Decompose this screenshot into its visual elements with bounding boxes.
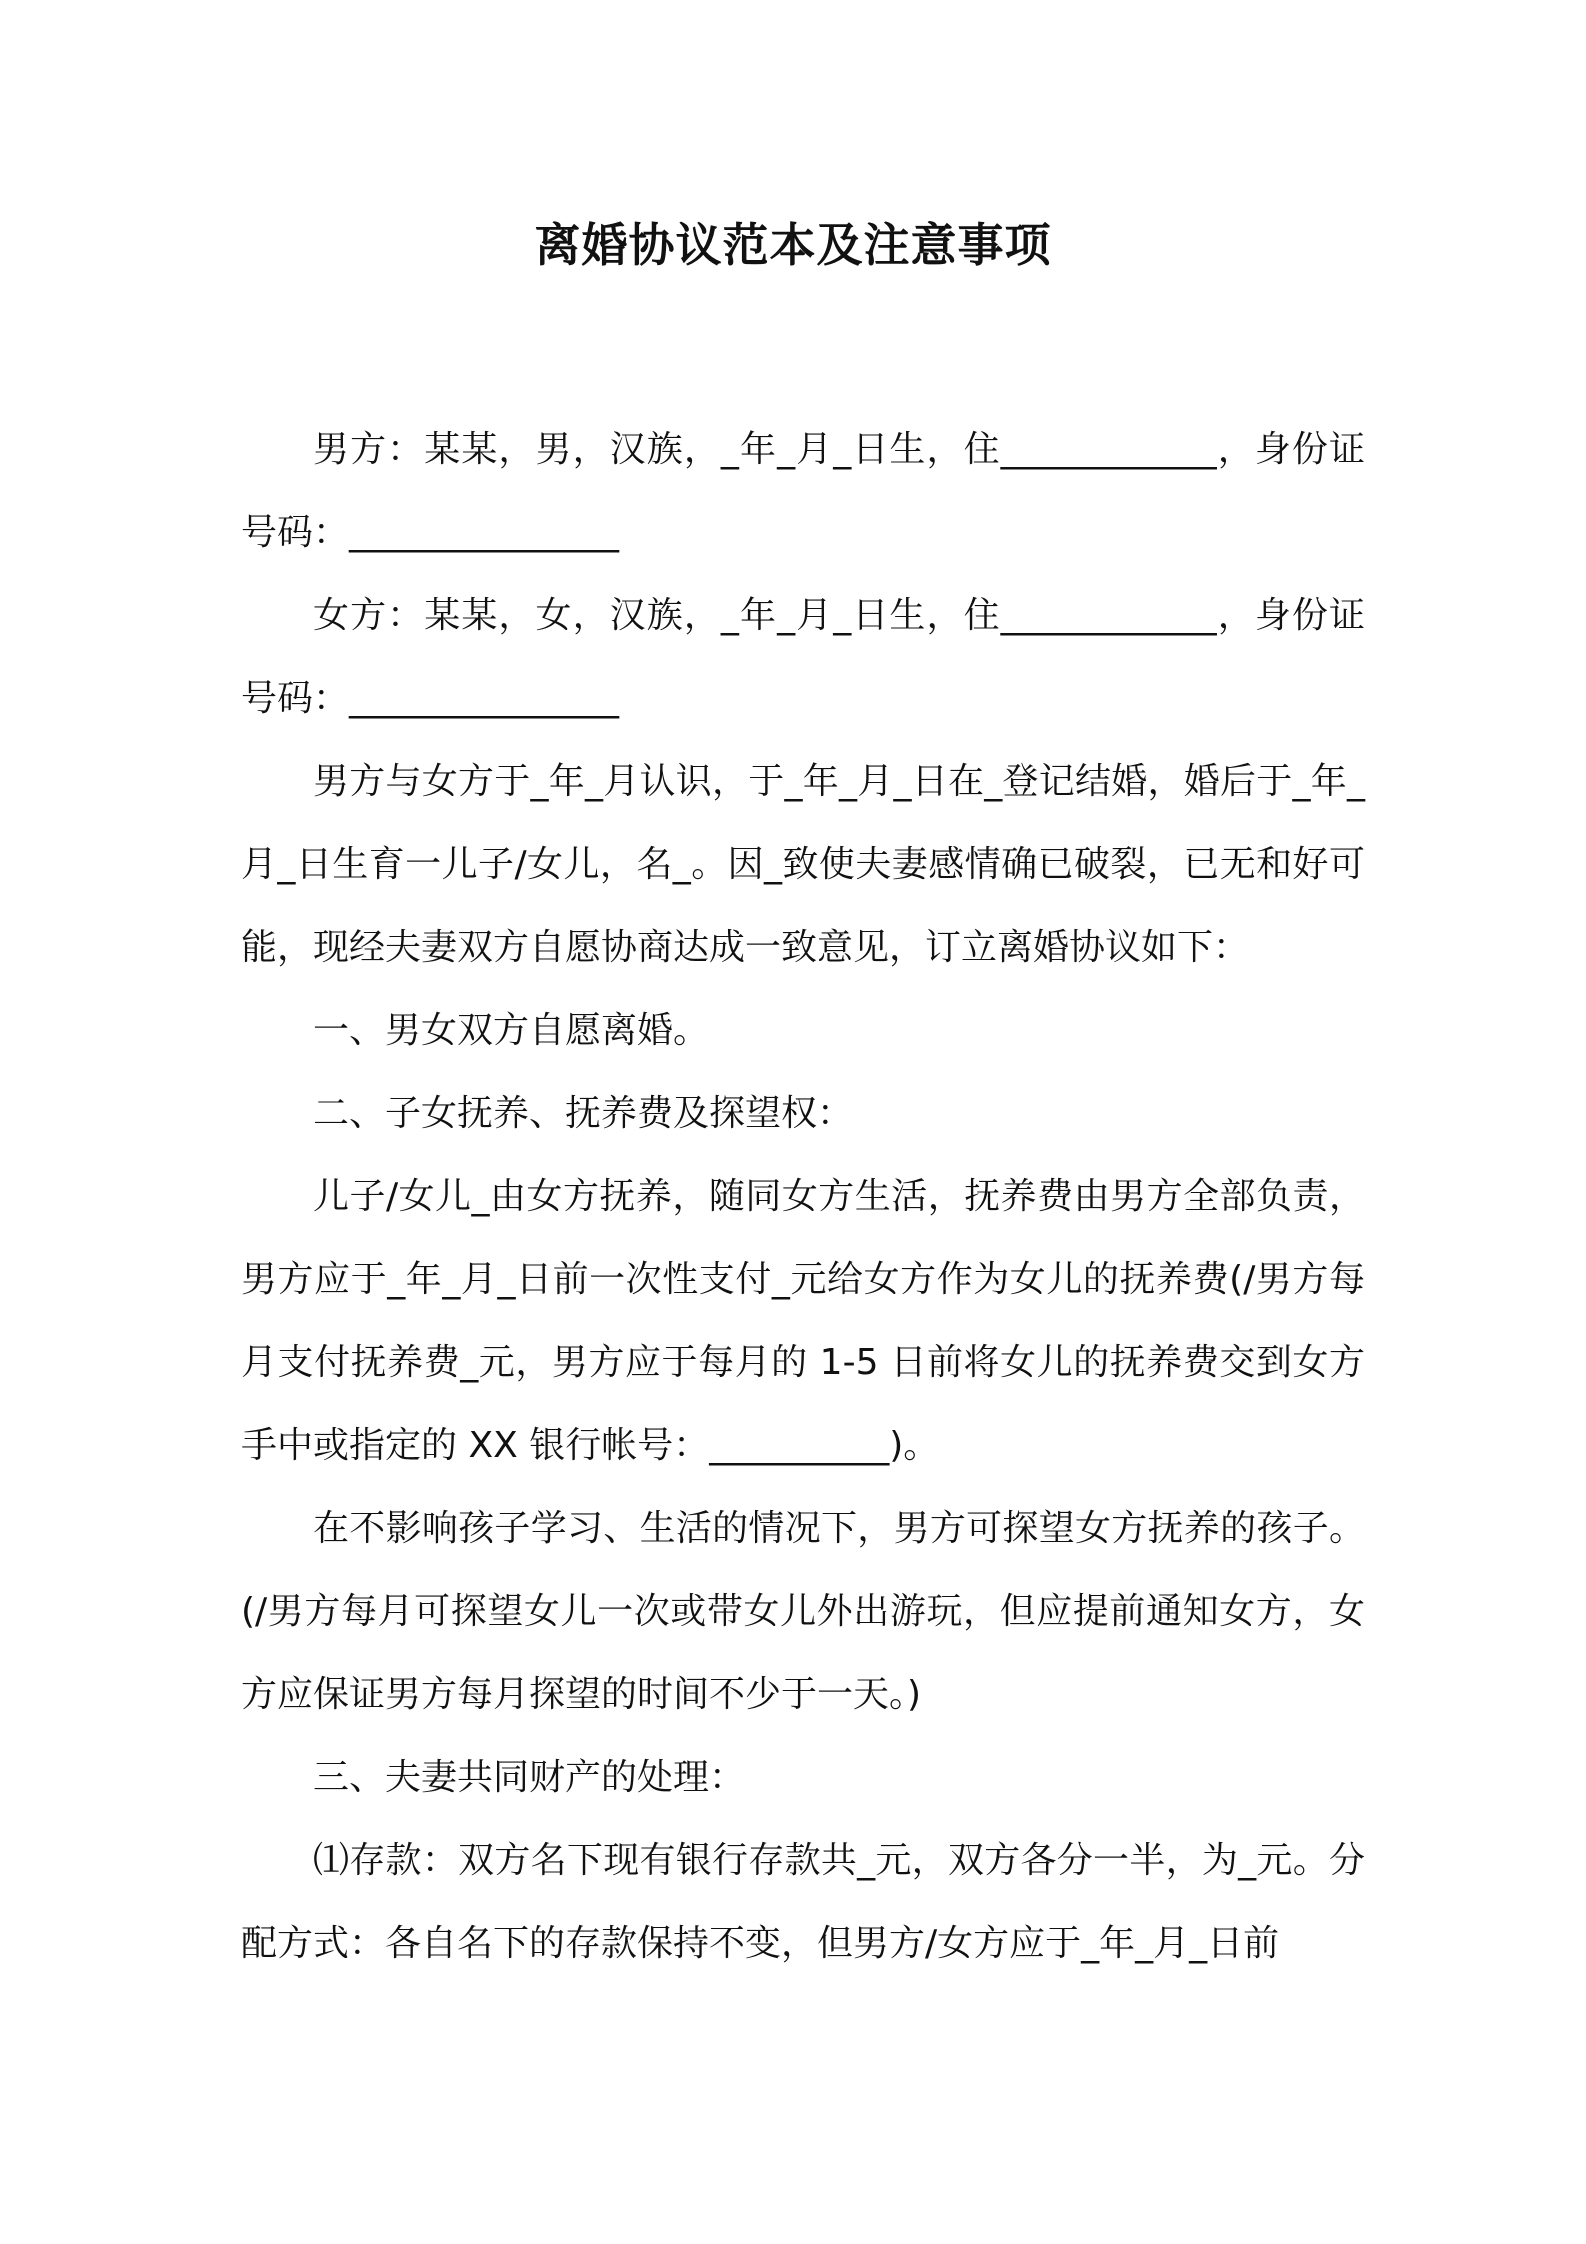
paragraph-marriage-background: 男方与女方于_年_月认识，于_年_月_日在_登记结婚，婚后于_年_月_日生育一儿子/女儿，名_。因_致使夫妻感情确已破裂，已无和好可能，现经夫妻双方自愿协商达成一致意见，订立离婚协议如下：: [241, 761, 1365, 968]
paragraph-deposits: ⑴存款：双方名下现有银行存款共_元，双方各分一半，为_元。分配方式：各自名下的存款保持不变，但男方/女方应于_年_月_日前: [241, 1840, 1365, 1964]
paragraph-child-support: 儿子/女儿_由女方抚养，随同女方生活，抚养费由男方全部负责，男方应于_年_月_日前一次性支付_元给女方作为女儿的抚养费(/男方每月支付抚养费_元，男方应于每月的 1-5 日前将女儿的抚养费交到女方手中或指定的 XX 银行帐号：__________)。: [241, 1176, 1365, 1466]
clause-2-heading: 二、子女抚养、抚养费及探望权：: [313, 1093, 854, 1134]
paragraph-female-party: 女方：某某，女，汉族，_年_月_日生，住____________，身份证号码：_______________: [241, 595, 1365, 719]
paragraph-male-party: 男方：某某，男，汉族，_年_月_日生，住____________，身份证号码：_______________: [241, 429, 1365, 553]
document-title: 离婚协议范本及注意事项: [534, 218, 1052, 272]
document-body: [241, 408, 1365, 1985]
clause-3-heading: 三、夫妻共同财产的处理：: [313, 1757, 746, 1798]
paragraph-visitation: 在不影响孩子学习、生活的情况下，男方可探望女方抚养的孩子。(/男方每月可探望女儿一次或带女儿外出游玩，但应提前通知女方，女方应保证男方每月探望的时间不少于一天。): [241, 1508, 1365, 1715]
clause-1-divorce: 一、男女双方自愿离婚。: [313, 1010, 710, 1051]
